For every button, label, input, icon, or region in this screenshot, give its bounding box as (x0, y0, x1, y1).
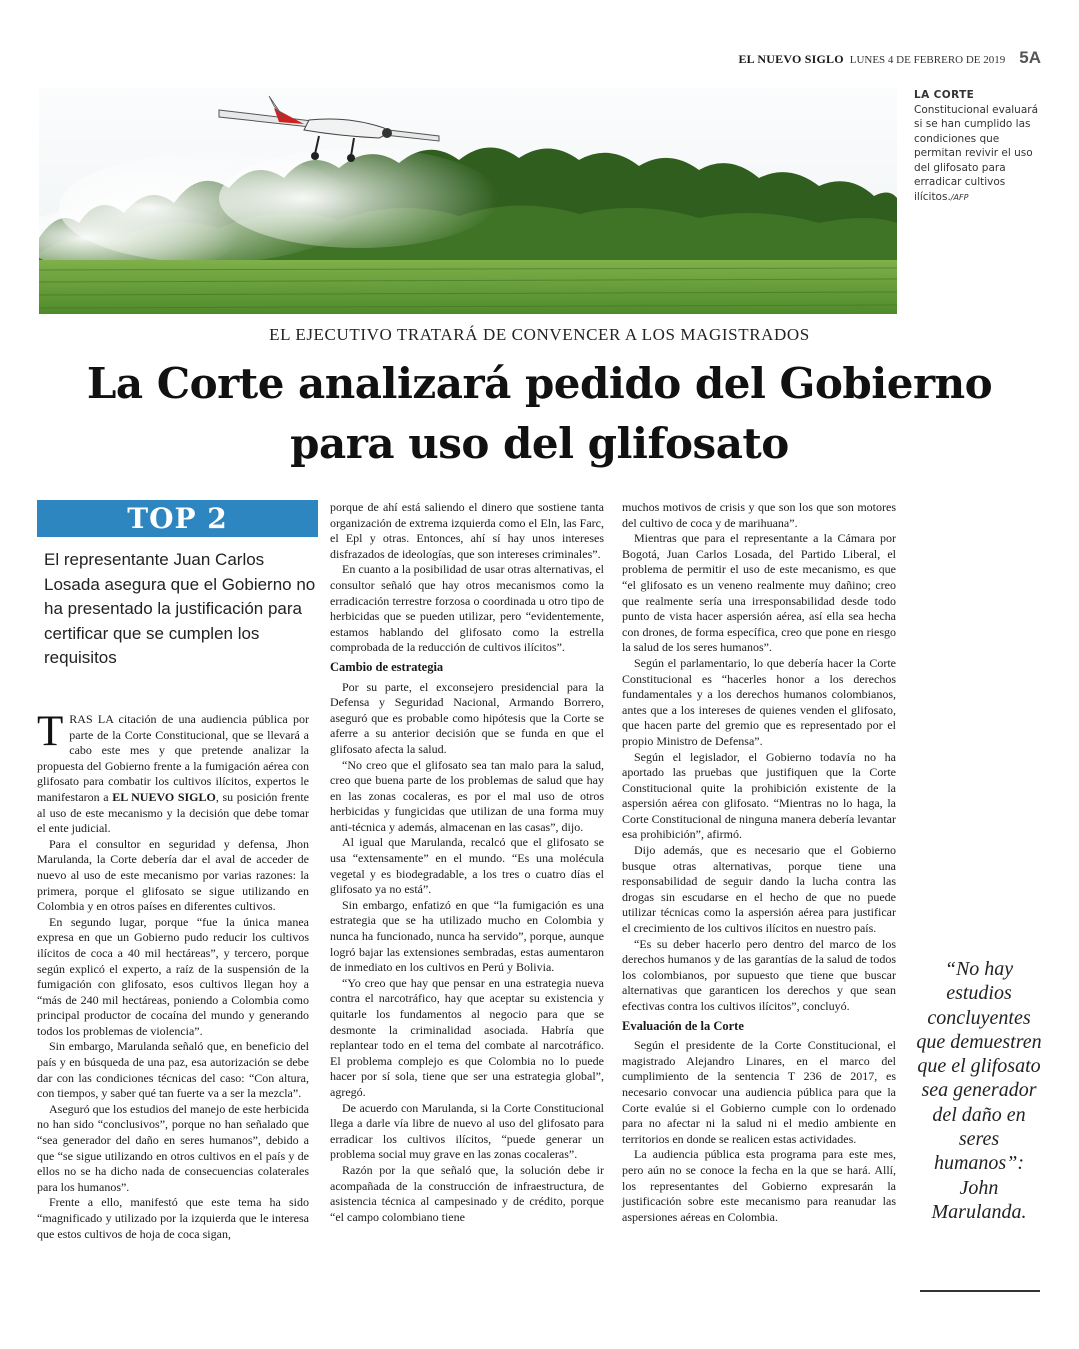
headline-line-2: para uso del glifosato (290, 419, 789, 468)
paragraph: Según el parlamentario, lo que debería hacer la Corte Constitucional es “hacerles honor a los derechos fundamentales y a los derechos humanos colombianos, antes que a los intereses de quienes venden el glifosato, que hacen parte del gremio que es representado por el propio Ministro de Defensa”. (622, 655, 896, 748)
paragraph: De acuerdo con Marulanda, si la Corte Constitucional llega a darle vía libre de nuevo al uso del glifosato para erradicar los cultivos ilícitos, “puede generar un problema social muy grave en las zonas cocaleras”. (330, 1100, 604, 1162)
paragraph: Mientras que para el representante a la Cámara por Bogotá, Juan Carlos Losada, del Partido Liberal, el problema de permitir el uso de este mecanismo, es que “el glifosato es un veneno realmente muy dañino; creo que realmente sería una irresponsabilidad desde todo punto de vista hacer aspersión aérea, así ella sea hecha con drones, de forma específica, creo que pone en riesgo la salud de los seres humanos”. (622, 531, 896, 655)
photo-credit: /AFP (950, 192, 969, 202)
paragraph-text: RAS LA citación de una audiencia pública por parte de la Corte Constitucional, que se llevará a cabo este mes y que pretende analizar la propuesta del Gobierno frente a la fumigación aérea con glifosato para combatir los cultivos ilícitos, expertos le manifestaron a (37, 712, 309, 804)
paragraph: Dijo además, que es necesario que el Gobierno busque otras alternativas, porque tiene una responsabilidad de seguir dando la lucha contra las drogas sin escudarse en el hecho de que no puede utilizar técnicas como la aspersión aérea para justificar el crecimiento de los cultivos ilícitos en nuestro país. (622, 843, 896, 936)
article-column-2 (330, 500, 604, 1225)
caption-text: Constitucional evaluará si se han cumplido las condiciones que permitan revivir el uso del glifosato para erradicar cultivos ilícitos. (914, 103, 1039, 203)
paragraph: Para el consultor en seguridad y defensa, Jhon Marulanda, la Corte debería dar el aval de acceder de nuevo al uso de este mecanismo por varias razones: la primera, porque el glifosato se sigue utilizando en Colombia y en otros países en diferentes cultivos. (37, 836, 309, 914)
paragraph: Según el presidente de la Corte Constitucional, el magistrado Alejandro Linares, en el marco del cumplimiento de la sentencia T 236 de 2017, es necesario convocar una audiencia pública para que la Corte evalúe si el Gobierno cumple con lo ordenado para no afectar ni la salud ni el medio ambiente en territorios en donde se realicen estas actividades. (622, 1038, 896, 1146)
page-header (738, 48, 1041, 68)
paragraph: Frente a ello, manifestó que este tema ha sido “magnificado y utilizado por la izquierda que le interesa que estos cultivos de hoja de coca sigan, (37, 1195, 309, 1241)
pull-quote-rule (920, 1290, 1040, 1292)
section-band-label: TOP 2 (127, 502, 228, 535)
headline-line-1: La Corte analizará pedido del Gobierno (86, 359, 993, 408)
paragraph (37, 708, 309, 837)
paragraph: porque de ahí está saliendo el dinero que sostiene tanta organización de extrema izquierda como el Eln, las Farc, el Epl y otras. Entonces, ahí sí hay unos intereses disfrazados de ideologías, que son intereses criminales”. (330, 500, 604, 561)
paragraph: “Es su deber hacerlo pero dentro del marco de los derechos humanos y de las garantías de la salud de todos los colombianos, por supuesto que tiene que buscar alternativas que garanticen los derechos y que sean efectivas contra los cultivos ilícitos”, concluyó. (622, 936, 896, 1013)
article-column-1 (37, 708, 309, 1242)
publication-name: EL NUEVO SIGLO (738, 52, 844, 66)
section-band (37, 500, 318, 537)
pull-quote: “No hay estudios concluyentes que demuestren que el glifosato sea generador del daño en seres humanos”: John Marulanda. (916, 958, 1042, 1223)
subhead: Cambio de estrategia (330, 659, 444, 674)
paragraph: muchos motivos de crisis y que son los que son motores del cultivo de coca y de marihuana”. (622, 500, 896, 530)
headline (0, 354, 1079, 474)
article-column-3 (622, 500, 896, 1225)
paragraph: Por su parte, el exconsejero presidencial para la Defensa y Seguridad Nacional, Armando Borrero, aseguró que es probable como hipótesis que la Corte se aferre a su anterior decisión que se funda en que el glifosato afecta la salud. (330, 679, 604, 756)
page-number: 5A (1019, 48, 1041, 67)
paragraph: Sin embargo, Marulanda señaló que, en beneficio del país y en búsqueda de una paz, esa autorización se debe dar con las condiciones técnicas del caso: “Con altura, con tiempos, y saber qué tan fuerte va a ser la mezcla”. (37, 1039, 309, 1101)
paragraph: Sin embargo, enfatizó en que “la fumigación es una estrategia que se ha utilizado mucho en Colombia y nunca ha funcionado, nunca ha servido”, porque, aunque logró bajar las extensiones sembradas, estas aumentaron de inmediato en los cultivos en Perú y Bolivia. (330, 897, 604, 975)
paragraph: Al igual que Marulanda, recalcó que el glifosato se usa “extensamente” en el mundo. “Es una molécula vegetal y es biodegradable, a los tres o cuatro días el glifosato ya no está”. (330, 835, 604, 897)
brand-mention: EL NUEVO SIGLO (112, 789, 216, 804)
issue-date: LUNES 4 DE FEBRERO DE 2019 (849, 54, 1006, 66)
paragraph: Razón por la que señaló que, la solución debe ir acompañada de la construcción de infraestructura, de asistencia técnica al campesinado y de crédito, porque “el campo colombiano tiene (330, 1162, 604, 1224)
lead-photo (39, 88, 897, 314)
drop-cap: T (37, 708, 64, 755)
kicker: EL EJECUTIVO TRATARÁ DE CONVENCER A LOS MAGISTRADOS (269, 325, 810, 344)
paragraph: “Yo creo que hay que pensar en una estrategia nueva contra el narcotráfico, hay que aceptar su existencia y quitarle los fundamentos al negocio para que se desmonte la criminalidad asociada. Habría que replantear todo en el tema del combate al narcotráfico. El problema complejo es que Colombia no lo puede hacer por sí sola, tiene que ser una estrategia global”, agregó. (330, 975, 604, 1099)
paragraph: La audiencia pública esta programa para este mes, pero aún no se conoce la fecha en la que se hará. Allí, los representantes del Gobierno expresarán la justificación sobre este mecanismo para reanudar las aspersiones aéreas en Colombia. (622, 1147, 896, 1224)
crop-duster-illustration (39, 88, 897, 314)
paragraph: En segundo lugar, porque “fue la única manea expresa en que un Gobierno pudo reducir los cultivos ilícitos de coca a 40 mil hectáreas”, y tercero, porque según explicó el experto, a raíz de la suspensión de la fumigación con glifosato, esos cultivos llegan hoy a “más de 240 mil hectáreas, poniendo a Colombia como principal productor de cocaína del mundo y generando todos los problemas de violencia”. (37, 914, 309, 1038)
caption-lead: LA CORTE (914, 89, 975, 101)
summary: El representante Juan Carlos Losada asegura que el Gobierno no ha presentado la justificación para certificar que se cumplen los requisitos (44, 550, 316, 667)
paragraph-text: , su posición frente al uso de este mecanismo y la decisión que debe tomar el ente judicial. (37, 789, 309, 836)
paragraph: Según el legislador, el Gobierno todavía no ha aportado las pruebas que justifiquen que la Corte Constitucional quite la prohibición existente de la aspersión aérea con glifosato. “Mientras no lo haga, la Corte Constitucional de ninguna manera debería levantar esa prohibición”, afirmó. (622, 749, 896, 842)
paragraph: Aseguró que los estudios del manejo de este herbicida no han sido “conclusivos”, porque no han señalado que “sea generador del daño en seres humanos”, debido a que “se sigue utilizando en otros cultivos en el país y de ellos no se ha dicho nada de consecuencias colaterales para los humanos”. (37, 1101, 309, 1194)
paragraph: En cuanto a la posibilidad de usar otras alternativas, el consultor señaló que hay otros mecanismos como la erradicación terrestre forzosa o coordinada u otro tipo de herbicidas que se pueden utilizar, pero “evidentemente, estamos hablando del glifosato como la estrella comprobada de la reducción de cultivos ilícitos”. (330, 562, 604, 655)
subhead: Evaluación de la Corte (622, 1018, 744, 1033)
paragraph: “No creo que el glifosato sea tan malo para la salud, creo que buena parte de los problemas de salud que hay en las zonas cocaleras, es por el mal uso de otros herbicidas y fungicidas que utilizan de una forma muy anti-técnica y además, almacenan en las casas”, dijo. (330, 757, 604, 834)
photo-caption (914, 88, 1044, 205)
